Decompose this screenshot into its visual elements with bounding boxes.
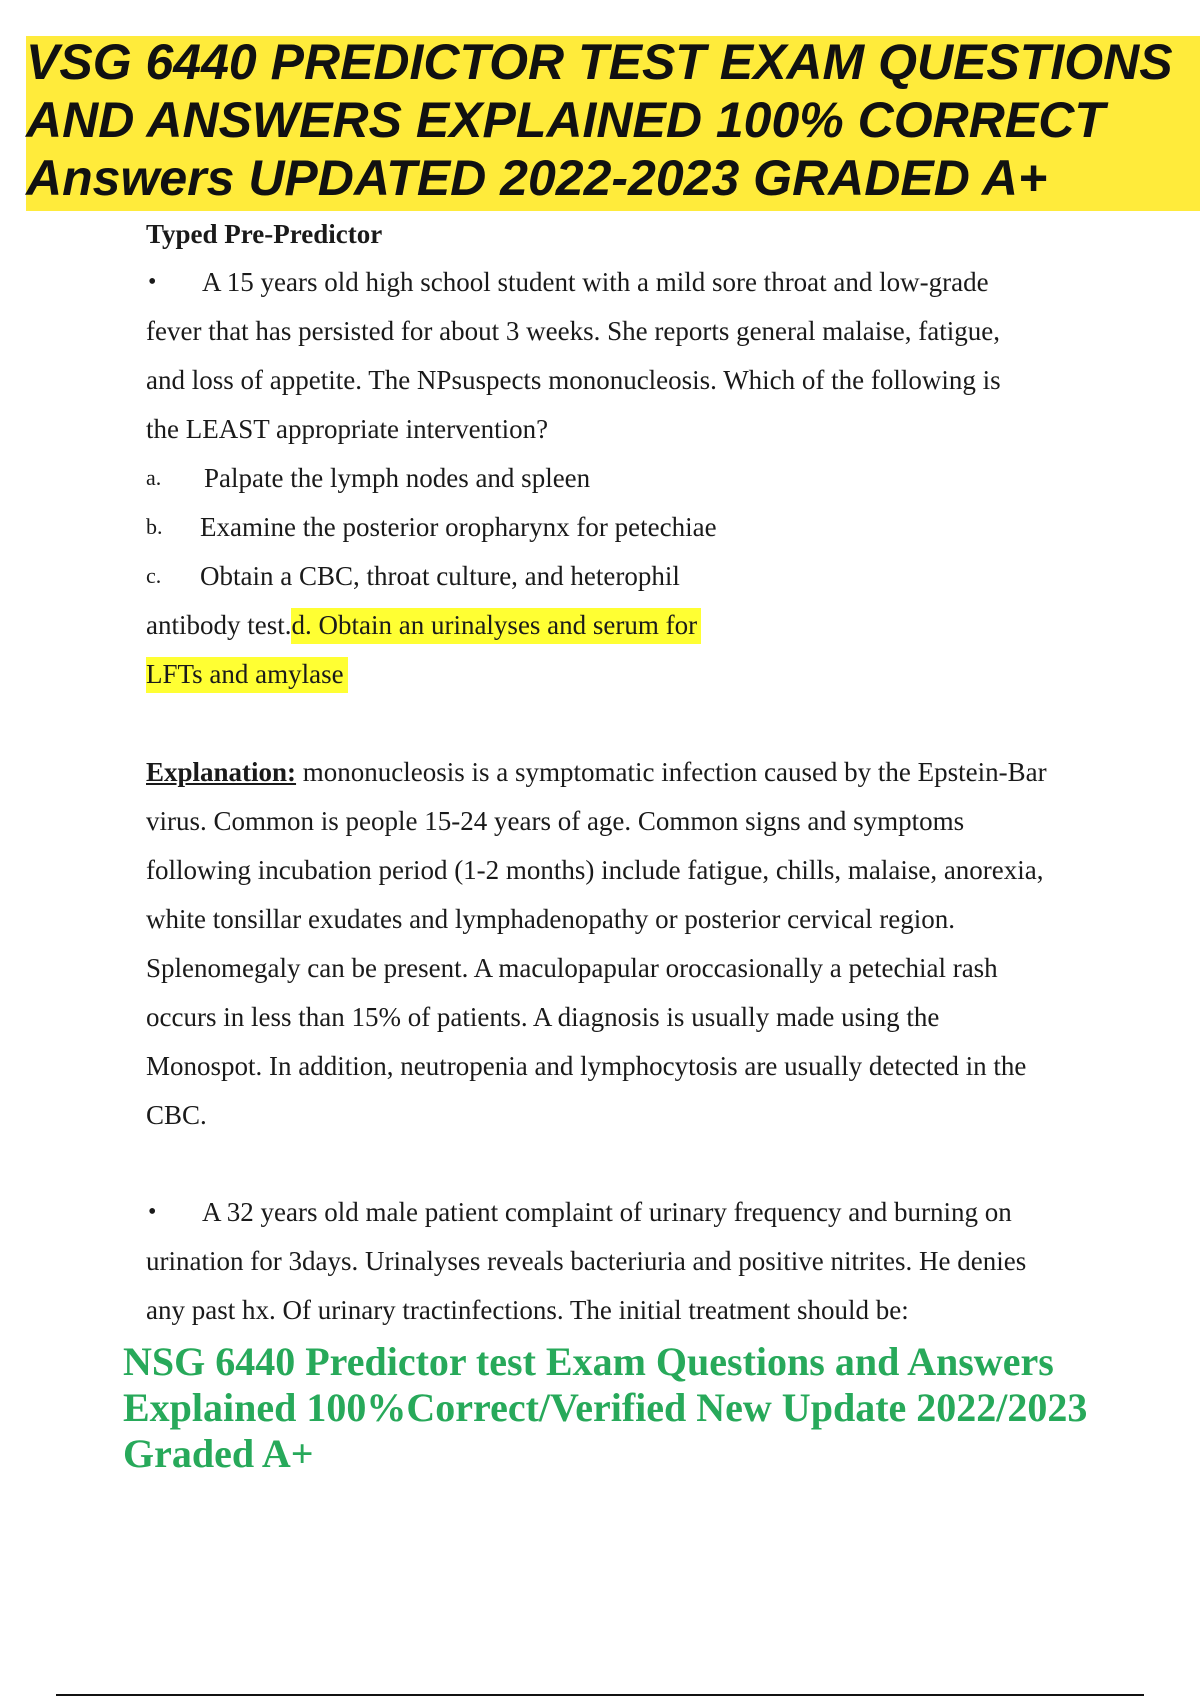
question2-line-2: urination for 3days. Urinalyses reveals bacteriuria and positive nitrites. He denies: [146, 1246, 1027, 1276]
explanation-line-8: CBC.: [146, 1100, 207, 1130]
bullet-icon: •: [148, 269, 157, 295]
question2-line-1: A 32 years old male patient complaint of urinary frequency and burning on: [202, 1197, 1012, 1227]
explanation-line-7: Monospot. In addition, neutropenia and lymphocytosis are usually detected in the: [146, 1051, 1027, 1081]
explanation-first-line-text: mononucleosis is a symptomatic infection caused by the Epstein-Bar: [296, 757, 1047, 787]
explanation-line-3: following incubation period (1-2 months) include fatigue, chills, malaise, anorexia,: [146, 855, 1044, 885]
question1-line-2: fever that has persisted for about 3 weeks. She reports general malaise, fatigue,: [146, 316, 1000, 346]
option-c-continuation-line: [146, 609, 701, 641]
option-b-text: Examine the posterior oropharynx for petechiae: [200, 512, 717, 542]
explanation-label: Explanation:: [146, 757, 297, 787]
explanation-line-2: virus. Common is people 15-24 years of age. Common signs and symptoms: [146, 806, 965, 836]
explanation-line-1: [146, 756, 1047, 788]
document-title-line-3: Answers UPDATED 2022-2023 GRADED A+: [26, 150, 1048, 206]
explanation-line-4: white tonsillar exudates and lymphadenopathy or posterior cervical region.: [146, 904, 955, 934]
correct-answer-highlight-2: LFTs and amylase: [146, 657, 348, 693]
option-b-letter: b.: [146, 514, 163, 539]
option-c-continuation: antibody test.: [146, 610, 292, 640]
question1-line-1: A 15 years old high school student with a mild sore throat and low-grade: [202, 267, 989, 297]
option-c-letter: c.: [146, 563, 162, 588]
correct-answer-line-2: [146, 658, 348, 690]
document-title-line-2: AND ANSWERS EXPLAINED 100% CORRECT: [26, 92, 1105, 148]
question2-line-3: any past hx. Of urinary tractinfections. The initial treatment should be:: [146, 1295, 909, 1325]
bottom-divider: [56, 1694, 1144, 1696]
option-c-text: Obtain a CBC, throat culture, and heterophil: [200, 561, 680, 591]
explanation-line-6: occurs in less than 15% of patients. A diagnosis is usually made using the: [146, 1002, 940, 1032]
explanation-line-5: Splenomegaly can be present. A maculopapular oroccasionally a petechial rash: [146, 953, 998, 983]
footer-title-line-3: Graded A+: [123, 1431, 314, 1476]
document-title-line-1: VSG 6440 PREDICTOR TEST EXAM QUESTIONS: [26, 34, 1173, 90]
footer-title-line-1: NSG 6440 Predictor test Exam Questions and Answers: [123, 1339, 1054, 1384]
correct-answer-highlight-1: d. Obtain an urinalyses and serum for: [291, 608, 701, 644]
question1-line-3: and loss of appetite. The NPsuspects mononucleosis. Which of the following is: [146, 365, 1001, 395]
option-a-text: Palpate the lymph nodes and spleen: [204, 463, 591, 493]
footer-title-line-2: Explained 100%Correct/Verified New Update 2022/2023: [123, 1385, 1088, 1430]
bullet-icon: •: [148, 1199, 157, 1225]
option-a-letter: a.: [146, 465, 162, 490]
section-heading: Typed Pre-Predictor: [146, 219, 383, 249]
question1-line-4: the LEAST appropriate intervention?: [146, 414, 549, 444]
